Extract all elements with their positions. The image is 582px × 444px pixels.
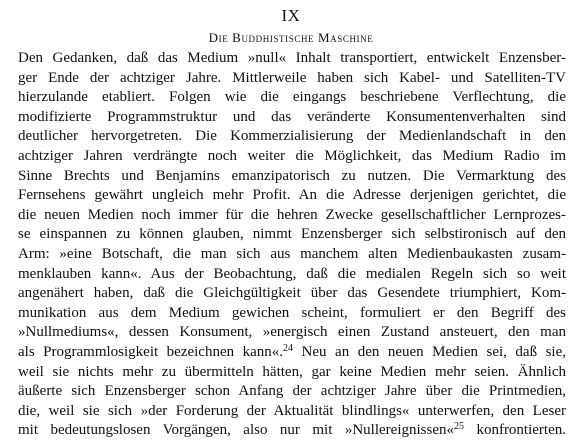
text-line: äußerte sich Enzensberger schon Anfang der achtziger Jahre über die Printmedien,	[18, 383, 566, 400]
text-segment: Neu an den neuen Medien sei, daß sie,	[293, 343, 566, 360]
text-segment: konfrontierten.	[463, 422, 566, 439]
footnote-marker[interactable]: 25	[453, 421, 464, 433]
text-line: »Nullmediums«, dessen Konsument, »energisch einen Zustand ansteuert, den man	[18, 324, 567, 341]
text-line: deutlicher hervorgetreten. Die Kommerzialisierung der Medienlandschaft in den	[18, 128, 566, 145]
text-line: modifizierte Programmstruktur und das veränderte Konsumentenverhalten sind	[18, 108, 566, 125]
text-line: ger Ende der achtziger Jahre. Mittlerweile haben sich Kabel- und Satelliten-TV	[18, 69, 566, 86]
text-line: weil sie nichts mehr zu übermitteln hätten, gar keine Medien mehr seien. Ähnlich	[18, 363, 566, 380]
text-line: die, weil sie sich »der Forderung der Aktualität blindlings« unterwerfen, den Leser	[18, 402, 566, 419]
body-paragraph	[18, 49, 566, 441]
text-line: Sinne Brechts und Benjamins emanzipatorisch zu nutzen. Die Vermarktung des	[18, 167, 566, 184]
text-line: menklauben kann«. Aus der Beobachtung, daß die medialen Regeln sich so weit	[18, 265, 566, 282]
text-line: Fernsehens gewährt ungleich mehr Profit. An die Adresse derjenigen gerichtet, die	[18, 187, 566, 204]
text-line-with-footnote	[18, 421, 566, 441]
chapter-number: IX	[281, 6, 301, 25]
text-line: Den Gedanken, daß das Medium »null« Inhalt transportiert, entwickelt Enzensber-	[18, 50, 566, 66]
text-line: achtziger Jahren verdrängte noch weiter die Möglichkeit, das Medium Radio im	[18, 147, 566, 164]
text-line: munikation aus dem Medium gewichen scheint, formuliert er den Begriff des	[18, 304, 566, 321]
text-line: die neuen Medien noch immer für die hehren Zwecke gesellschaftlicher Lernprozes-	[18, 206, 566, 223]
text-line: se einspannen zu können glauben, nimmt Enzensberger sich selbstironisch auf den	[18, 226, 566, 243]
text-line: angenähert haben, daß die Gleichgültigkeit über das Gesendete triumphiert, Kom-	[18, 285, 566, 302]
text-line-with-footnote	[18, 343, 566, 363]
text-segment: als Programmlosigkeit bezeichnen kann«.	[18, 343, 284, 360]
text-segment: mit bedeutungslosen Vorgängen, also nur mit »Nullereignissen«	[18, 422, 454, 439]
text-line: Arm: »eine Botschaft, die man sich aus manchem alten Medienbaukasten zusam-	[18, 245, 566, 262]
text-line: hierzulande etabliert. Folgen wie die eingangs beschriebene Verflechtung, die	[18, 89, 566, 106]
footnote-marker[interactable]: 24	[283, 342, 294, 354]
chapter-title: Die Buddhistische Maschine	[208, 30, 374, 45]
